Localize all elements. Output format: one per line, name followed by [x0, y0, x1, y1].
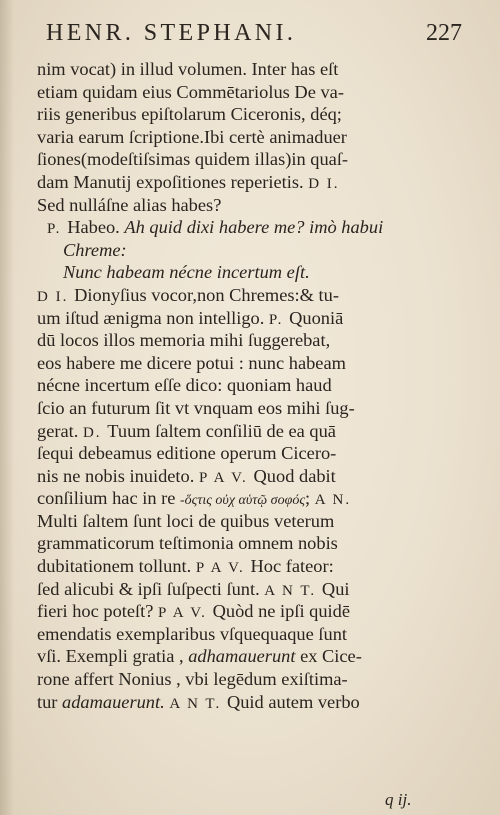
text-line [37, 194, 469, 217]
text-line [37, 442, 469, 465]
text-line [37, 645, 469, 668]
text-line [37, 81, 469, 104]
greek-text: -ὅςτις οὐχ αὑτῷ σοφός [180, 493, 306, 509]
text-line [37, 420, 469, 443]
text-run: Quid autem verbo [226, 691, 360, 712]
text-line [37, 126, 469, 149]
text-run: Dionyſius vocor,non Chremes:& tu- [74, 284, 339, 305]
text-line [37, 555, 469, 578]
text-run: etiam quidam eius Commētariolus De va- [37, 81, 344, 102]
text-line [37, 397, 469, 420]
speaker-tag: A N T. [264, 582, 322, 599]
text-line [37, 487, 469, 510]
text-line [37, 510, 469, 533]
signature-mark: q ij. [385, 790, 412, 809]
text-line [37, 148, 469, 171]
text-run: fieri hoc poteſt? [37, 601, 159, 622]
text-line [37, 171, 469, 194]
speaker-tag: P A V. [195, 560, 251, 577]
text-line [37, 216, 469, 239]
text-line [37, 465, 469, 488]
text-run: ; [305, 488, 315, 509]
text-run: ſequi debeamus editione operum Cicero- [37, 443, 337, 464]
text-run: nis ne nobis inuideto. [37, 465, 199, 486]
text-line [37, 668, 469, 691]
text-run: Quod dabit [253, 465, 336, 486]
text-run: dubitationem tollunt. [37, 556, 196, 577]
text-run: dū locos illos memoria mihi ſuggerebat, [37, 330, 331, 351]
text-run: Hoc fateor: [250, 556, 334, 577]
speaker-tag: D. [82, 424, 108, 441]
text-run: rone affert Nonius , vbi legēdum exiſtima- [37, 669, 348, 690]
text-line [37, 532, 469, 555]
text-run: ſcio an futurum ſit vt vnquam eos mihi ſug- [37, 397, 355, 418]
text-line [37, 103, 469, 126]
text-run: Qui [321, 578, 350, 599]
italic-text: Nunc habeam nécne incertum eſt. [63, 262, 310, 283]
text-line [37, 284, 469, 307]
text-run: ex Cice- [295, 646, 362, 667]
text-run: vſi. Exempli gratia , [37, 646, 189, 667]
text-line [37, 691, 469, 714]
text-line [37, 578, 469, 601]
speaker-tag: P A V. [158, 605, 213, 622]
body-text [37, 58, 469, 713]
text-run: Tuum ſaltem conſiliū de ea quā [107, 420, 336, 441]
text-line [37, 352, 469, 375]
text-run: varia earum ſcriptione.Ibi certè animaduer [37, 126, 347, 147]
text-run: conſilium hac in re [37, 488, 180, 509]
italic-text: adamauerunt. [62, 691, 165, 712]
text-run: tur [37, 691, 63, 712]
text-run: Multi ſaltem ſunt loci de quibus veterum [37, 510, 335, 531]
text-run: Sed nulláſne alias habes? [37, 194, 222, 215]
text-line [37, 307, 469, 330]
text-run: riis generibus epiſtolarum Ciceronis, déq; [37, 104, 342, 125]
running-title: HENR. STEPHANI. [46, 20, 297, 46]
text-line [37, 261, 469, 284]
speaker-tag: P. [268, 311, 290, 328]
text-run: Quoniā [289, 307, 344, 328]
text-line [37, 329, 469, 352]
text-run: Quòd ne ipſi quidē [212, 601, 351, 622]
speaker-tag: A N. [314, 492, 352, 509]
italic-text: Chreme: [63, 239, 127, 260]
text-run: ſed alicubi & ipſi ſuſpecti ſunt. [37, 578, 265, 599]
text-line [37, 58, 469, 81]
text-line [37, 239, 469, 262]
italic-text: adhamauerunt [188, 646, 296, 667]
text-run: gerat. [37, 420, 83, 441]
text-run: nécne incertum eſſe dico: quoniam haud [37, 375, 332, 396]
speaker-tag: P A V. [198, 469, 254, 486]
speaker-tag: A N T. [169, 695, 227, 712]
running-head [46, 20, 462, 50]
speaker-tag: D I. [37, 288, 75, 305]
text-run: ſiones(modeſtiſsimas quidem illas)in quaſ- [37, 149, 349, 170]
text-run: um iſtud ænigma non intelligo. [37, 307, 269, 328]
speaker-tag: D I. [308, 175, 340, 192]
page-number: 227 [426, 20, 462, 46]
text-run: emendatis exemplaribus vſquequaque ſunt [37, 623, 348, 644]
gutter-shadow [0, 0, 14, 815]
text-line [37, 600, 469, 623]
text-run: eos habere me dicere potui : nunc habeam [37, 352, 346, 373]
italic-text: Ah quid dixi habere me? imò habui [124, 217, 384, 238]
speaker-tag: P. [47, 221, 68, 238]
text-run: Habeo. [67, 217, 125, 238]
text-line [37, 623, 469, 646]
text-run: grammaticorum teſtimonia omnem nobis [37, 533, 338, 554]
text-run: nim vocat) in illud volumen. Inter has eſt [37, 59, 339, 79]
text-line [37, 374, 469, 397]
text-run: dam Manutij expoſitiones reperietis. [37, 171, 309, 192]
